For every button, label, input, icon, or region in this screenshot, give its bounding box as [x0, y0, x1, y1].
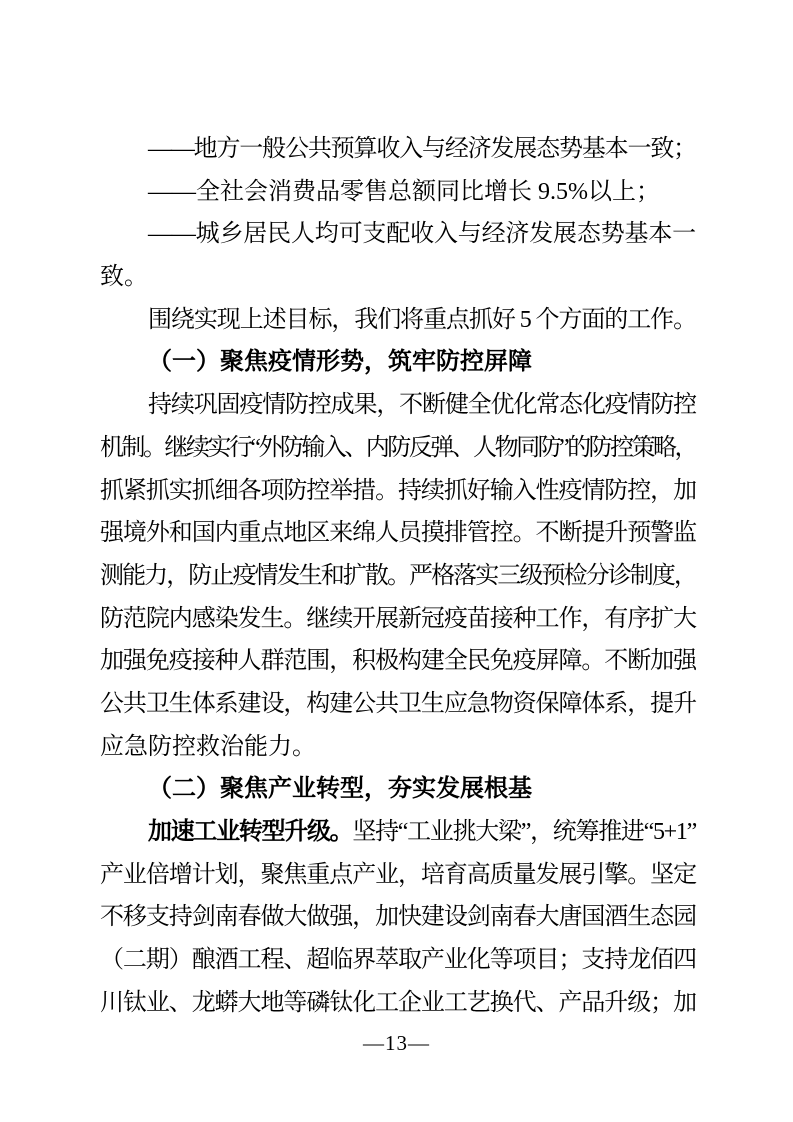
text-line: ——地方一般公共预算收入与经济发展态势基本一致；	[148, 136, 696, 162]
text-line: 抓紧抓实抓细各项防控举措。持续抓好输入性疫情防控，加	[100, 477, 696, 504]
text-line: （二期）酿酒工程、超临界萃取产业化等项目；支持龙佰四	[100, 947, 696, 974]
text-line: 持续巩固疫情防控成果，不断健全优化常态化疫情防控	[148, 392, 696, 419]
text-line: ——城乡居民人均可支配收入与经济发展态势基本一	[148, 221, 696, 248]
text-line: 机制。继续实行“外防输入、内防反弹、人物同防”的防控策略，	[100, 434, 696, 461]
text-line: 产业倍增计划，聚焦重点产业，培育高质量发展引擎。坚定	[100, 861, 696, 888]
document-body	[100, 128, 696, 1024]
text-line: 测能力，防止疫情发生和扩散。严格落实三级预检分诊制度，	[100, 562, 696, 589]
text-line: 围绕实现上述目标，我们将重点抓好 5 个方面的工作。	[148, 306, 696, 333]
text-line: 应急防控救治能力。	[100, 733, 316, 760]
text-line: 防范院内感染发生。继续开展新冠疫苗接种工作，有序扩大	[100, 605, 696, 632]
page-number: —13—	[363, 1031, 430, 1055]
text-line: 强境外和国内重点地区来绵人员摸排管控。不断提升预警监	[100, 520, 696, 547]
text-line: 公共卫生体系建设，构建公共卫生应急物资保障体系，提升	[100, 690, 696, 717]
text-line: 加速工业转型升级。坚持“工业挑大梁”，统筹推进“5+1”	[148, 819, 696, 845]
text-line: 不移支持剑南春做大做强，加快建设剑南春大唐国酒生态园	[100, 904, 696, 931]
text-line: 加强免疫接种人群范围，积极构建全民免疫屏障。不断加强	[100, 648, 696, 675]
text-line: 致。	[100, 264, 148, 291]
section-heading: （一）聚焦疫情形势，筑牢防控屏障	[148, 349, 532, 376]
text-line: 川钛业、龙蟒大地等磷钛化工企业工艺换代、产品升级；加	[100, 989, 696, 1016]
text-line: ——全社会消费品零售总额同比增长 9.5%以上；	[148, 178, 660, 205]
section-heading: （二）聚焦产业转型，夯实发展根基	[148, 776, 532, 803]
